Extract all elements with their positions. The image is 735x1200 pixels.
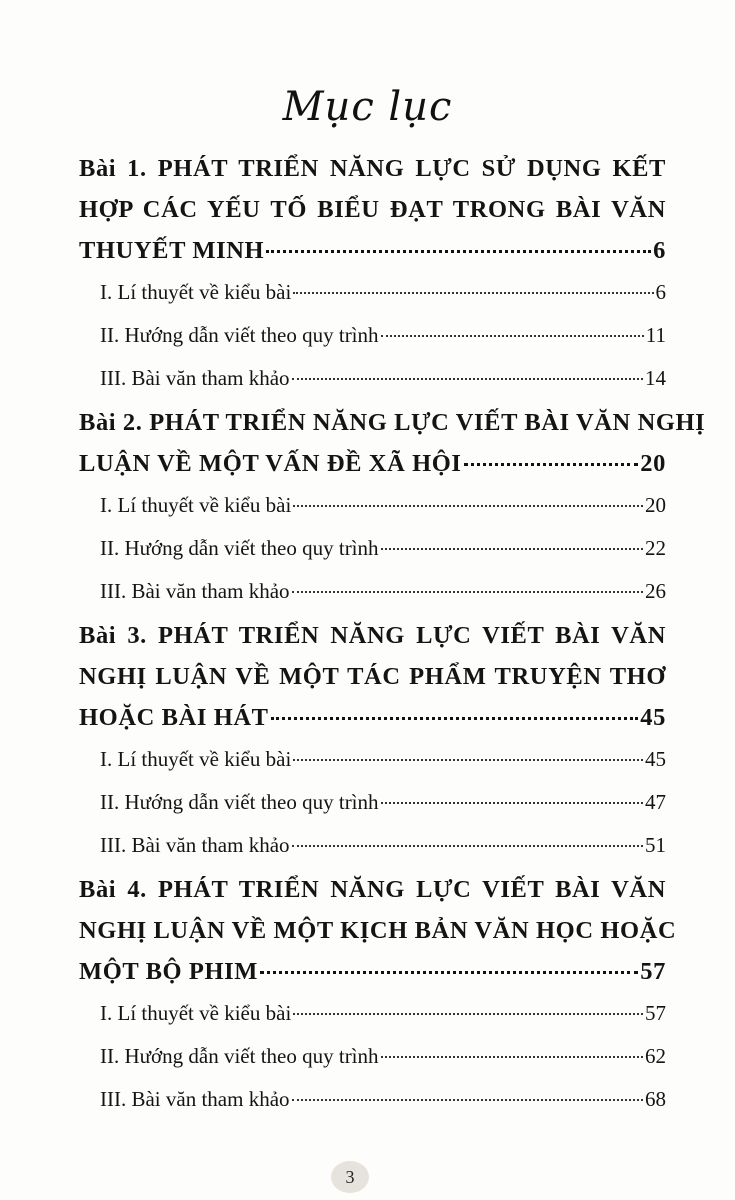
dot-leader	[293, 292, 653, 294]
page-title: Mục lục	[282, 84, 453, 130]
toc-entry[interactable]	[79, 527, 666, 570]
heading-line: Bài 3. PHÁT TRIỂN NĂNG LỰC VIẾT BÀI VĂN	[79, 622, 666, 649]
page-number: 20	[645, 493, 666, 517]
toc-entry-label: I. Lí thuyết về kiểu bài	[100, 493, 292, 517]
dot-leader	[266, 250, 651, 253]
dot-leader	[292, 378, 643, 380]
toc-entry[interactable]	[79, 992, 666, 1035]
heading-line: THUYẾT MINH	[79, 237, 265, 264]
toc-entry-label: I. Lí thuyết về kiểu bài	[100, 1001, 292, 1025]
heading-line: HOẶC BÀI HÁT	[79, 704, 269, 731]
toc-entry[interactable]	[79, 1078, 666, 1121]
page-number: 45	[645, 747, 666, 771]
toc-entry[interactable]	[79, 1035, 666, 1078]
heading-line: Bài 2. PHÁT TRIỂN NĂNG LỰC VIẾT BÀI VĂN NGHỊ	[79, 409, 706, 436]
toc-entry-label: II. Hướng dẫn viết theo quy trình	[100, 790, 379, 814]
heading-last-line	[79, 951, 666, 992]
toc-entry[interactable]	[79, 314, 666, 357]
page-number: 45	[640, 704, 666, 731]
page-number: 68	[645, 1087, 666, 1111]
heading-line: NGHỊ LUẬN VỀ MỘT KỊCH BẢN VĂN HỌC HOẶC	[79, 917, 677, 944]
dot-leader	[464, 463, 639, 466]
page-number: 11	[645, 323, 666, 347]
toc-section-2	[79, 402, 706, 613]
toc-entry-label: II. Hướng dẫn viết theo quy trình	[100, 1044, 379, 1068]
dot-leader	[381, 335, 644, 337]
page-number: 62	[645, 1044, 666, 1068]
page-number: 57	[640, 958, 666, 985]
page-number: 57	[645, 1001, 666, 1025]
heading-last-line	[79, 230, 666, 271]
toc-section-heading[interactable]	[79, 869, 677, 992]
toc-section-4	[79, 869, 677, 1121]
dot-leader	[293, 505, 643, 507]
heading-line: Bài 1. PHÁT TRIỂN NĂNG LỰC SỬ DỤNG KẾT	[79, 155, 666, 182]
toc-entry-label: III. Bài văn tham khảo	[100, 1087, 290, 1111]
toc-section-heading[interactable]	[79, 402, 706, 484]
toc-entry-label: I. Lí thuyết về kiểu bài	[100, 280, 292, 304]
toc-entry[interactable]	[79, 824, 666, 867]
toc-entry-label: III. Bài văn tham khảo	[100, 366, 290, 390]
toc-entry-label: III. Bài văn tham khảo	[100, 579, 290, 603]
toc-entry[interactable]	[79, 781, 666, 824]
page-number: 14	[645, 366, 666, 390]
table-of-contents	[79, 148, 706, 1121]
heading-line: LUẬN VỀ MỘT VẤN ĐỀ XÃ HỘI	[79, 450, 462, 477]
page-number: 51	[645, 833, 666, 857]
toc-entry[interactable]	[79, 738, 666, 781]
dot-leader	[292, 1099, 643, 1101]
toc-entry[interactable]	[79, 484, 666, 527]
toc-section-heading[interactable]	[79, 148, 666, 271]
heading-line: NGHỊ LUẬN VỀ MỘT TÁC PHẨM TRUYỆN THƠ	[79, 663, 666, 690]
toc-entry[interactable]	[79, 570, 666, 613]
dot-leader	[293, 1013, 643, 1015]
page-number-badge: 3	[331, 1161, 369, 1193]
page-number: 6	[655, 280, 666, 304]
dot-leader	[292, 591, 643, 593]
toc-entry-label: II. Hướng dẫn viết theo quy trình	[100, 536, 379, 560]
dot-leader	[292, 845, 643, 847]
page-number: 6	[653, 237, 666, 264]
heading-line: Bài 4. PHÁT TRIỂN NĂNG LỰC VIẾT BÀI VĂN	[79, 876, 666, 903]
dot-leader	[260, 971, 638, 974]
heading-last-line	[79, 697, 666, 738]
page-number: 47	[645, 790, 666, 814]
page-number: 20	[640, 450, 666, 477]
toc-section-heading[interactable]	[79, 615, 666, 738]
dot-leader	[381, 548, 643, 550]
heading-last-line	[79, 443, 666, 484]
toc-entry-label: III. Bài văn tham khảo	[100, 833, 290, 857]
toc-section-3	[79, 615, 666, 867]
dot-leader	[271, 717, 639, 720]
heading-line: MỘT BỘ PHIM	[79, 958, 259, 985]
dot-leader	[293, 759, 643, 761]
toc-entry-label: I. Lí thuyết về kiểu bài	[100, 747, 292, 771]
page-number: 22	[645, 536, 666, 560]
dot-leader	[381, 1056, 643, 1058]
toc-entry[interactable]	[79, 357, 666, 400]
toc-entry[interactable]	[79, 271, 666, 314]
toc-section-1	[79, 148, 666, 400]
page-number: 26	[645, 579, 666, 603]
toc-entry-label: II. Hướng dẫn viết theo quy trình	[100, 323, 379, 347]
heading-line: HỢP CÁC YẾU TỐ BIỂU ĐẠT TRONG BÀI VĂN	[79, 196, 666, 223]
dot-leader	[381, 802, 643, 804]
